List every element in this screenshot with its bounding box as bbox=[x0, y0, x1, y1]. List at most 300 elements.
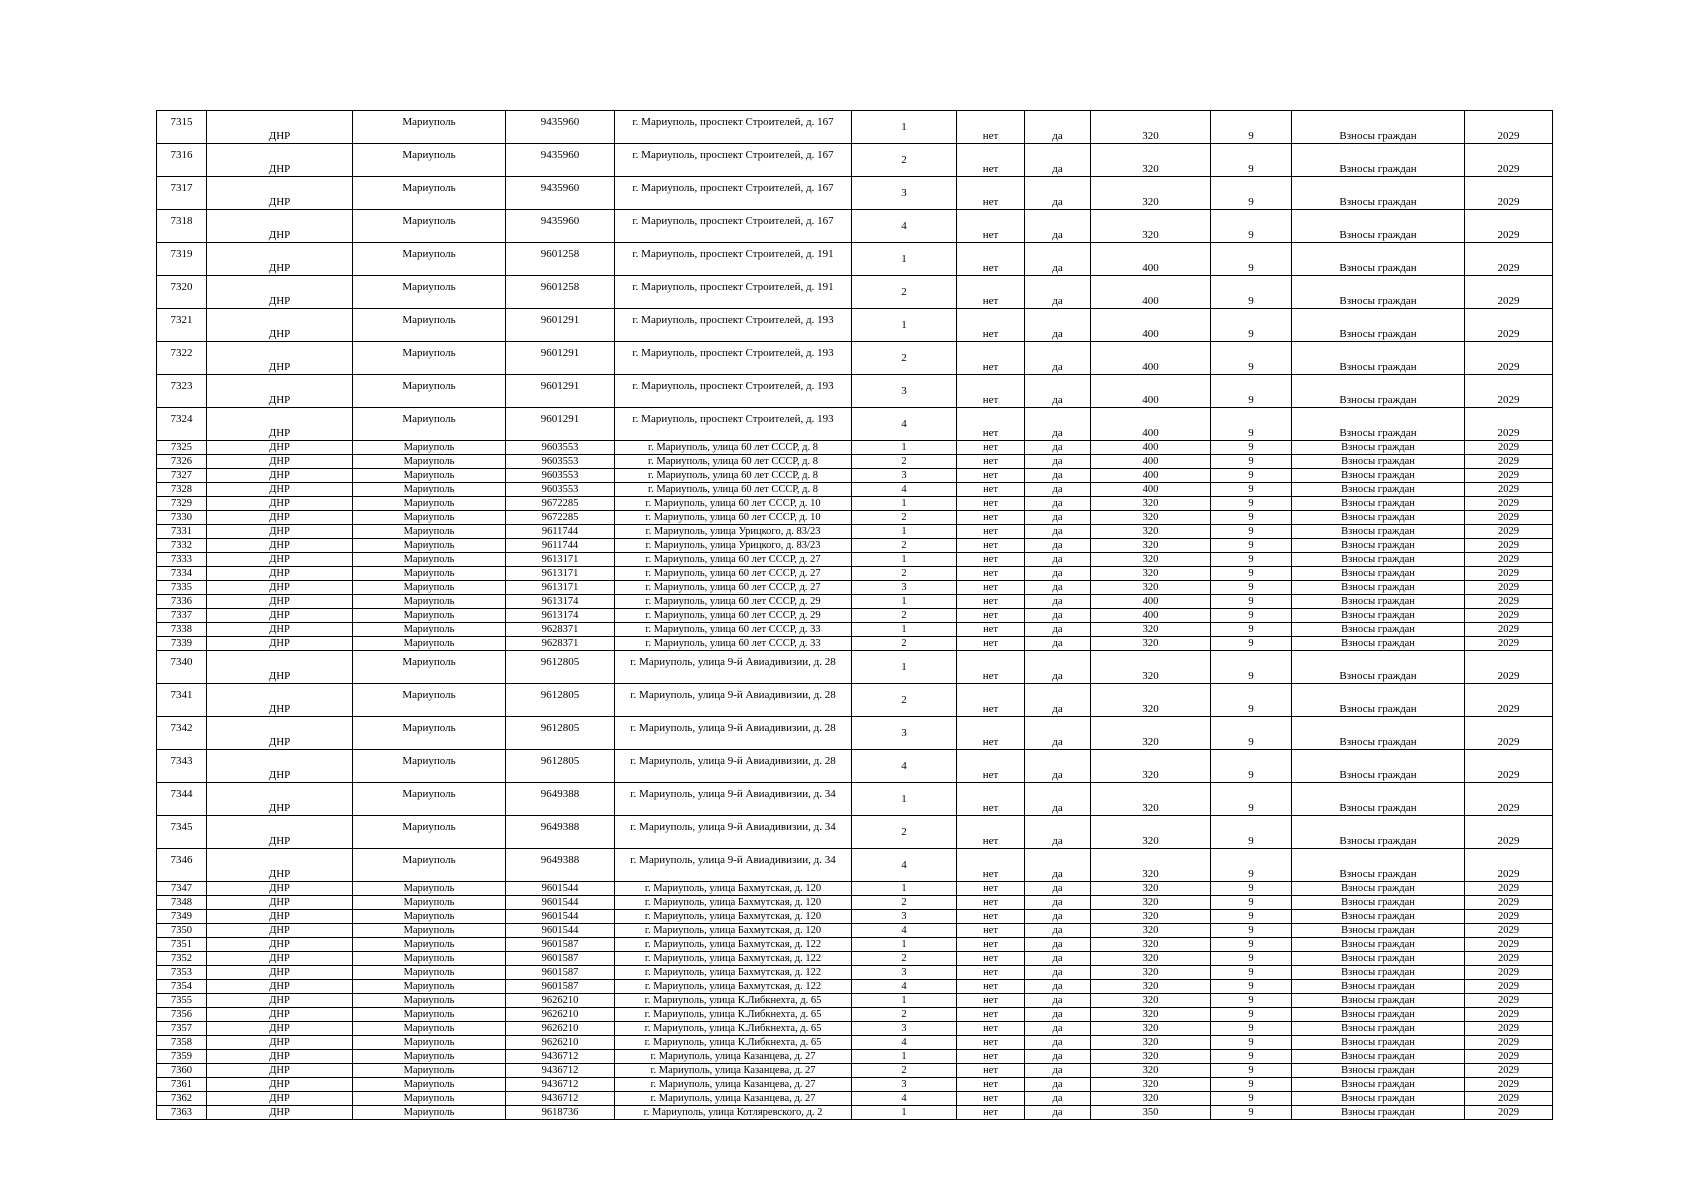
city-cell: Мариуполь bbox=[353, 952, 506, 966]
row-number-cell: 7355 bbox=[157, 994, 207, 1008]
row-number-cell: 7332 bbox=[157, 539, 207, 553]
row-number-cell: 7353 bbox=[157, 966, 207, 980]
no-flag-cell: нет bbox=[957, 896, 1025, 910]
year-cell: 2029 bbox=[1465, 994, 1553, 1008]
house-code-cell: 9601544 bbox=[506, 910, 615, 924]
house-code-cell: 9626210 bbox=[506, 1008, 615, 1022]
yes-flag-cell: да bbox=[1025, 717, 1091, 750]
entrance-cell: 1 bbox=[852, 441, 957, 455]
no-flag-cell: нет bbox=[957, 980, 1025, 994]
yes-flag-cell: да bbox=[1025, 177, 1091, 210]
house-code-cell: 9612805 bbox=[506, 651, 615, 684]
row-number-cell: 7322 bbox=[157, 342, 207, 375]
funding-source-cell: Взносы граждан bbox=[1292, 952, 1465, 966]
floors-cell: 9 bbox=[1211, 525, 1292, 539]
region-cell: ДНР bbox=[207, 684, 353, 717]
table-row bbox=[157, 539, 1553, 553]
row-number-cell: 7324 bbox=[157, 408, 207, 441]
funding-source-cell: Взносы граждан bbox=[1292, 469, 1465, 483]
table-row bbox=[157, 994, 1553, 1008]
yes-flag-cell: да bbox=[1025, 651, 1091, 684]
address-cell: г. Мариуполь, улица 9-й Авиадивизии, д. 28 bbox=[615, 750, 852, 783]
funding-source-cell: Взносы граждан bbox=[1292, 539, 1465, 553]
address-cell: г. Мариуполь, улица 60 лет СССР, д. 29 bbox=[615, 595, 852, 609]
address-cell: г. Мариуполь, проспект Строителей, д. 167 bbox=[615, 210, 852, 243]
table-row bbox=[157, 309, 1553, 342]
floors-cell: 9 bbox=[1211, 408, 1292, 441]
table-row bbox=[157, 511, 1553, 525]
region-cell: ДНР bbox=[207, 553, 353, 567]
funding-source-cell: Взносы граждан bbox=[1292, 243, 1465, 276]
row-number-cell: 7315 bbox=[157, 111, 207, 144]
city-cell: Мариуполь bbox=[353, 511, 506, 525]
yes-flag-cell: да bbox=[1025, 980, 1091, 994]
funding-source-cell: Взносы граждан bbox=[1292, 309, 1465, 342]
region-cell: ДНР bbox=[207, 952, 353, 966]
capacity-cell: 400 bbox=[1091, 609, 1211, 623]
year-cell: 2029 bbox=[1465, 651, 1553, 684]
house-code-cell: 9601291 bbox=[506, 408, 615, 441]
region-cell: ДНР bbox=[207, 924, 353, 938]
year-cell: 2029 bbox=[1465, 441, 1553, 455]
floors-cell: 9 bbox=[1211, 455, 1292, 469]
house-code-cell: 9613174 bbox=[506, 609, 615, 623]
yes-flag-cell: да bbox=[1025, 882, 1091, 896]
entrance-cell: 4 bbox=[852, 210, 957, 243]
year-cell: 2029 bbox=[1465, 783, 1553, 816]
city-cell: Мариуполь bbox=[353, 896, 506, 910]
floors-cell: 9 bbox=[1211, 1008, 1292, 1022]
row-number-cell: 7343 bbox=[157, 750, 207, 783]
house-code-cell: 9435960 bbox=[506, 177, 615, 210]
year-cell: 2029 bbox=[1465, 581, 1553, 595]
yes-flag-cell: да bbox=[1025, 497, 1091, 511]
house-code-cell: 9603553 bbox=[506, 483, 615, 497]
entrance-cell: 3 bbox=[852, 375, 957, 408]
year-cell: 2029 bbox=[1465, 623, 1553, 637]
funding-source-cell: Взносы граждан bbox=[1292, 525, 1465, 539]
capacity-cell: 400 bbox=[1091, 309, 1211, 342]
no-flag-cell: нет bbox=[957, 111, 1025, 144]
entrance-cell: 4 bbox=[852, 980, 957, 994]
entrance-cell: 4 bbox=[852, 750, 957, 783]
floors-cell: 9 bbox=[1211, 1064, 1292, 1078]
yes-flag-cell: да bbox=[1025, 1050, 1091, 1064]
floors-cell: 9 bbox=[1211, 1092, 1292, 1106]
entrance-cell: 2 bbox=[852, 144, 957, 177]
city-cell: Мариуполь bbox=[353, 783, 506, 816]
row-number-cell: 7359 bbox=[157, 1050, 207, 1064]
row-number-cell: 7317 bbox=[157, 177, 207, 210]
capacity-cell: 320 bbox=[1091, 553, 1211, 567]
region-cell: ДНР bbox=[207, 342, 353, 375]
region-cell: ДНР bbox=[207, 637, 353, 651]
table-row bbox=[157, 882, 1553, 896]
capacity-cell: 320 bbox=[1091, 1036, 1211, 1050]
region-cell: ДНР bbox=[207, 1036, 353, 1050]
entrance-cell: 4 bbox=[852, 483, 957, 497]
table-row bbox=[157, 684, 1553, 717]
address-cell: г. Мариуполь, улица К.Либкнехта, д. 65 bbox=[615, 1022, 852, 1036]
table-row bbox=[157, 910, 1553, 924]
funding-source-cell: Взносы граждан bbox=[1292, 1036, 1465, 1050]
capacity-cell: 320 bbox=[1091, 581, 1211, 595]
city-cell: Мариуполь bbox=[353, 623, 506, 637]
region-cell: ДНР bbox=[207, 581, 353, 595]
year-cell: 2029 bbox=[1465, 816, 1553, 849]
address-cell: г. Мариуполь, улица 9-й Авиадивизии, д. 34 bbox=[615, 816, 852, 849]
yes-flag-cell: да bbox=[1025, 938, 1091, 952]
yes-flag-cell: да bbox=[1025, 553, 1091, 567]
no-flag-cell: нет bbox=[957, 651, 1025, 684]
region-cell: ДНР bbox=[207, 651, 353, 684]
row-number-cell: 7316 bbox=[157, 144, 207, 177]
table-row bbox=[157, 637, 1553, 651]
yes-flag-cell: да bbox=[1025, 483, 1091, 497]
address-cell: г. Мариуполь, улица Урицкого, д. 83/23 bbox=[615, 525, 852, 539]
year-cell: 2029 bbox=[1465, 595, 1553, 609]
house-code-cell: 9436712 bbox=[506, 1078, 615, 1092]
address-cell: г. Мариуполь, улица Бахмутская, д. 120 bbox=[615, 910, 852, 924]
capacity-cell: 320 bbox=[1091, 525, 1211, 539]
no-flag-cell: нет bbox=[957, 952, 1025, 966]
floors-cell: 9 bbox=[1211, 1078, 1292, 1092]
house-code-cell: 9612805 bbox=[506, 717, 615, 750]
house-code-cell: 9613174 bbox=[506, 595, 615, 609]
capacity-cell: 320 bbox=[1091, 717, 1211, 750]
floors-cell: 9 bbox=[1211, 684, 1292, 717]
floors-cell: 9 bbox=[1211, 952, 1292, 966]
house-code-cell: 9613171 bbox=[506, 567, 615, 581]
row-number-cell: 7349 bbox=[157, 910, 207, 924]
table-row bbox=[157, 144, 1553, 177]
funding-source-cell: Взносы граждан bbox=[1292, 717, 1465, 750]
floors-cell: 9 bbox=[1211, 375, 1292, 408]
capacity-cell: 320 bbox=[1091, 980, 1211, 994]
no-flag-cell: нет bbox=[957, 243, 1025, 276]
table-row bbox=[157, 177, 1553, 210]
house-code-cell: 9612805 bbox=[506, 684, 615, 717]
row-number-cell: 7354 bbox=[157, 980, 207, 994]
housing-registry-table bbox=[156, 110, 1553, 1120]
region-cell: ДНР bbox=[207, 966, 353, 980]
funding-source-cell: Взносы граждан bbox=[1292, 1078, 1465, 1092]
year-cell: 2029 bbox=[1465, 144, 1553, 177]
no-flag-cell: нет bbox=[957, 684, 1025, 717]
row-number-cell: 7337 bbox=[157, 609, 207, 623]
no-flag-cell: нет bbox=[957, 1008, 1025, 1022]
floors-cell: 9 bbox=[1211, 595, 1292, 609]
funding-source-cell: Взносы граждан bbox=[1292, 684, 1465, 717]
table-row bbox=[157, 1064, 1553, 1078]
no-flag-cell: нет bbox=[957, 966, 1025, 980]
capacity-cell: 320 bbox=[1091, 177, 1211, 210]
city-cell: Мариуполь bbox=[353, 276, 506, 309]
funding-source-cell: Взносы граждан bbox=[1292, 567, 1465, 581]
year-cell: 2029 bbox=[1465, 1106, 1553, 1120]
no-flag-cell: нет bbox=[957, 924, 1025, 938]
table-row bbox=[157, 455, 1553, 469]
yes-flag-cell: да bbox=[1025, 994, 1091, 1008]
no-flag-cell: нет bbox=[957, 1078, 1025, 1092]
capacity-cell: 320 bbox=[1091, 1008, 1211, 1022]
house-code-cell: 9435960 bbox=[506, 144, 615, 177]
entrance-cell: 2 bbox=[852, 1064, 957, 1078]
floors-cell: 9 bbox=[1211, 309, 1292, 342]
capacity-cell: 400 bbox=[1091, 455, 1211, 469]
year-cell: 2029 bbox=[1465, 952, 1553, 966]
year-cell: 2029 bbox=[1465, 567, 1553, 581]
year-cell: 2029 bbox=[1465, 717, 1553, 750]
floors-cell: 9 bbox=[1211, 717, 1292, 750]
table-row bbox=[157, 966, 1553, 980]
entrance-cell: 1 bbox=[852, 309, 957, 342]
yes-flag-cell: да bbox=[1025, 783, 1091, 816]
region-cell: ДНР bbox=[207, 483, 353, 497]
city-cell: Мариуполь bbox=[353, 469, 506, 483]
city-cell: Мариуполь bbox=[353, 144, 506, 177]
no-flag-cell: нет bbox=[957, 581, 1025, 595]
yes-flag-cell: да bbox=[1025, 684, 1091, 717]
table-row bbox=[157, 243, 1553, 276]
year-cell: 2029 bbox=[1465, 980, 1553, 994]
entrance-cell: 1 bbox=[852, 882, 957, 896]
house-code-cell: 9603553 bbox=[506, 441, 615, 455]
yes-flag-cell: да bbox=[1025, 952, 1091, 966]
capacity-cell: 320 bbox=[1091, 882, 1211, 896]
capacity-cell: 320 bbox=[1091, 567, 1211, 581]
house-code-cell: 9603553 bbox=[506, 455, 615, 469]
year-cell: 2029 bbox=[1465, 938, 1553, 952]
yes-flag-cell: да bbox=[1025, 525, 1091, 539]
address-cell: г. Мариуполь, улица 9-й Авиадивизии, д. 34 bbox=[615, 849, 852, 882]
year-cell: 2029 bbox=[1465, 849, 1553, 882]
funding-source-cell: Взносы граждан bbox=[1292, 1050, 1465, 1064]
row-number-cell: 7362 bbox=[157, 1092, 207, 1106]
capacity-cell: 320 bbox=[1091, 637, 1211, 651]
row-number-cell: 7325 bbox=[157, 441, 207, 455]
address-cell: г. Мариуполь, проспект Строителей, д. 193 bbox=[615, 309, 852, 342]
row-number-cell: 7346 bbox=[157, 849, 207, 882]
table-row bbox=[157, 276, 1553, 309]
house-code-cell: 9611744 bbox=[506, 539, 615, 553]
floors-cell: 9 bbox=[1211, 581, 1292, 595]
no-flag-cell: нет bbox=[957, 483, 1025, 497]
city-cell: Мариуполь bbox=[353, 1078, 506, 1092]
floors-cell: 9 bbox=[1211, 924, 1292, 938]
table-row bbox=[157, 595, 1553, 609]
funding-source-cell: Взносы граждан bbox=[1292, 1008, 1465, 1022]
house-code-cell: 9601291 bbox=[506, 309, 615, 342]
row-number-cell: 7319 bbox=[157, 243, 207, 276]
row-number-cell: 7331 bbox=[157, 525, 207, 539]
year-cell: 2029 bbox=[1465, 1036, 1553, 1050]
city-cell: Мариуполь bbox=[353, 637, 506, 651]
entrance-cell: 1 bbox=[852, 651, 957, 684]
floors-cell: 9 bbox=[1211, 623, 1292, 637]
region-cell: ДНР bbox=[207, 375, 353, 408]
entrance-cell: 2 bbox=[852, 567, 957, 581]
capacity-cell: 400 bbox=[1091, 276, 1211, 309]
table-row bbox=[157, 750, 1553, 783]
capacity-cell: 400 bbox=[1091, 595, 1211, 609]
city-cell: Мариуполь bbox=[353, 924, 506, 938]
city-cell: Мариуполь bbox=[353, 210, 506, 243]
floors-cell: 9 bbox=[1211, 882, 1292, 896]
region-cell: ДНР bbox=[207, 910, 353, 924]
capacity-cell: 320 bbox=[1091, 1092, 1211, 1106]
floors-cell: 9 bbox=[1211, 994, 1292, 1008]
city-cell: Мариуполь bbox=[353, 567, 506, 581]
year-cell: 2029 bbox=[1465, 1050, 1553, 1064]
entrance-cell: 2 bbox=[852, 637, 957, 651]
region-cell: ДНР bbox=[207, 1050, 353, 1064]
region-cell: ДНР bbox=[207, 111, 353, 144]
yes-flag-cell: да bbox=[1025, 111, 1091, 144]
row-number-cell: 7323 bbox=[157, 375, 207, 408]
no-flag-cell: нет bbox=[957, 994, 1025, 1008]
region-cell: ДНР bbox=[207, 210, 353, 243]
capacity-cell: 320 bbox=[1091, 966, 1211, 980]
entrance-cell: 1 bbox=[852, 938, 957, 952]
year-cell: 2029 bbox=[1465, 309, 1553, 342]
table-row bbox=[157, 497, 1553, 511]
no-flag-cell: нет bbox=[957, 539, 1025, 553]
no-flag-cell: нет bbox=[957, 1092, 1025, 1106]
funding-source-cell: Взносы граждан bbox=[1292, 637, 1465, 651]
row-number-cell: 7336 bbox=[157, 595, 207, 609]
year-cell: 2029 bbox=[1465, 177, 1553, 210]
capacity-cell: 320 bbox=[1091, 651, 1211, 684]
city-cell: Мариуполь bbox=[353, 717, 506, 750]
row-number-cell: 7360 bbox=[157, 1064, 207, 1078]
yes-flag-cell: да bbox=[1025, 1036, 1091, 1050]
yes-flag-cell: да bbox=[1025, 750, 1091, 783]
entrance-cell: 2 bbox=[852, 539, 957, 553]
city-cell: Мариуполь bbox=[353, 1092, 506, 1106]
house-code-cell: 9672285 bbox=[506, 511, 615, 525]
region-cell: ДНР bbox=[207, 1064, 353, 1078]
house-code-cell: 9601587 bbox=[506, 952, 615, 966]
yes-flag-cell: да bbox=[1025, 408, 1091, 441]
no-flag-cell: нет bbox=[957, 497, 1025, 511]
city-cell: Мариуполь bbox=[353, 1064, 506, 1078]
yes-flag-cell: да bbox=[1025, 1008, 1091, 1022]
capacity-cell: 320 bbox=[1091, 144, 1211, 177]
house-code-cell: 9626210 bbox=[506, 994, 615, 1008]
year-cell: 2029 bbox=[1465, 243, 1553, 276]
row-number-cell: 7345 bbox=[157, 816, 207, 849]
city-cell: Мариуполь bbox=[353, 882, 506, 896]
registry-body bbox=[157, 111, 1553, 1120]
no-flag-cell: нет bbox=[957, 783, 1025, 816]
entrance-cell: 2 bbox=[852, 511, 957, 525]
no-flag-cell: нет bbox=[957, 816, 1025, 849]
house-code-cell: 9436712 bbox=[506, 1050, 615, 1064]
funding-source-cell: Взносы граждан bbox=[1292, 849, 1465, 882]
no-flag-cell: нет bbox=[957, 637, 1025, 651]
floors-cell: 9 bbox=[1211, 553, 1292, 567]
year-cell: 2029 bbox=[1465, 553, 1553, 567]
floors-cell: 9 bbox=[1211, 144, 1292, 177]
no-flag-cell: нет bbox=[957, 1064, 1025, 1078]
capacity-cell: 320 bbox=[1091, 1078, 1211, 1092]
region-cell: ДНР bbox=[207, 896, 353, 910]
house-code-cell: 9436712 bbox=[506, 1092, 615, 1106]
table-row bbox=[157, 717, 1553, 750]
entrance-cell: 2 bbox=[852, 896, 957, 910]
region-cell: ДНР bbox=[207, 408, 353, 441]
address-cell: г. Мариуполь, улица К.Либкнехта, д. 65 bbox=[615, 994, 852, 1008]
no-flag-cell: нет bbox=[957, 342, 1025, 375]
table-row bbox=[157, 651, 1553, 684]
entrance-cell: 1 bbox=[852, 111, 957, 144]
floors-cell: 9 bbox=[1211, 483, 1292, 497]
city-cell: Мариуполь bbox=[353, 342, 506, 375]
funding-source-cell: Взносы граждан bbox=[1292, 375, 1465, 408]
funding-source-cell: Взносы граждан bbox=[1292, 497, 1465, 511]
table-row bbox=[157, 441, 1553, 455]
city-cell: Мариуполь bbox=[353, 684, 506, 717]
yes-flag-cell: да bbox=[1025, 1022, 1091, 1036]
address-cell: г. Мариуполь, проспект Строителей, д. 193 bbox=[615, 408, 852, 441]
house-code-cell: 9628371 bbox=[506, 623, 615, 637]
entrance-cell: 1 bbox=[852, 525, 957, 539]
city-cell: Мариуполь bbox=[353, 539, 506, 553]
no-flag-cell: нет bbox=[957, 408, 1025, 441]
yes-flag-cell: да bbox=[1025, 910, 1091, 924]
region-cell: ДНР bbox=[207, 511, 353, 525]
yes-flag-cell: да bbox=[1025, 966, 1091, 980]
year-cell: 2029 bbox=[1465, 637, 1553, 651]
address-cell: г. Мариуполь, улица 60 лет СССР, д. 8 bbox=[615, 441, 852, 455]
table-row bbox=[157, 342, 1553, 375]
region-cell: ДНР bbox=[207, 276, 353, 309]
row-number-cell: 7339 bbox=[157, 637, 207, 651]
city-cell: Мариуполь bbox=[353, 111, 506, 144]
address-cell: г. Мариуполь, проспект Строителей, д. 191 bbox=[615, 243, 852, 276]
no-flag-cell: нет bbox=[957, 623, 1025, 637]
row-number-cell: 7344 bbox=[157, 783, 207, 816]
capacity-cell: 320 bbox=[1091, 849, 1211, 882]
floors-cell: 9 bbox=[1211, 497, 1292, 511]
yes-flag-cell: да bbox=[1025, 595, 1091, 609]
row-number-cell: 7363 bbox=[157, 1106, 207, 1120]
capacity-cell: 320 bbox=[1091, 111, 1211, 144]
city-cell: Мариуполь bbox=[353, 938, 506, 952]
capacity-cell: 320 bbox=[1091, 816, 1211, 849]
funding-source-cell: Взносы граждан bbox=[1292, 511, 1465, 525]
capacity-cell: 320 bbox=[1091, 938, 1211, 952]
address-cell: г. Мариуполь, улица 60 лет СССР, д. 27 bbox=[615, 567, 852, 581]
capacity-cell: 400 bbox=[1091, 483, 1211, 497]
floors-cell: 9 bbox=[1211, 938, 1292, 952]
house-code-cell: 9601544 bbox=[506, 924, 615, 938]
city-cell: Мариуполь bbox=[353, 497, 506, 511]
year-cell: 2029 bbox=[1465, 375, 1553, 408]
address-cell: г. Мариуполь, улица Бахмутская, д. 122 bbox=[615, 980, 852, 994]
address-cell: г. Мариуполь, улица Бахмутская, д. 120 bbox=[615, 896, 852, 910]
floors-cell: 9 bbox=[1211, 243, 1292, 276]
table-row bbox=[157, 623, 1553, 637]
capacity-cell: 320 bbox=[1091, 497, 1211, 511]
region-cell: ДНР bbox=[207, 994, 353, 1008]
region-cell: ДНР bbox=[207, 525, 353, 539]
capacity-cell: 320 bbox=[1091, 210, 1211, 243]
floors-cell: 9 bbox=[1211, 111, 1292, 144]
house-code-cell: 9612805 bbox=[506, 750, 615, 783]
funding-source-cell: Взносы граждан bbox=[1292, 408, 1465, 441]
